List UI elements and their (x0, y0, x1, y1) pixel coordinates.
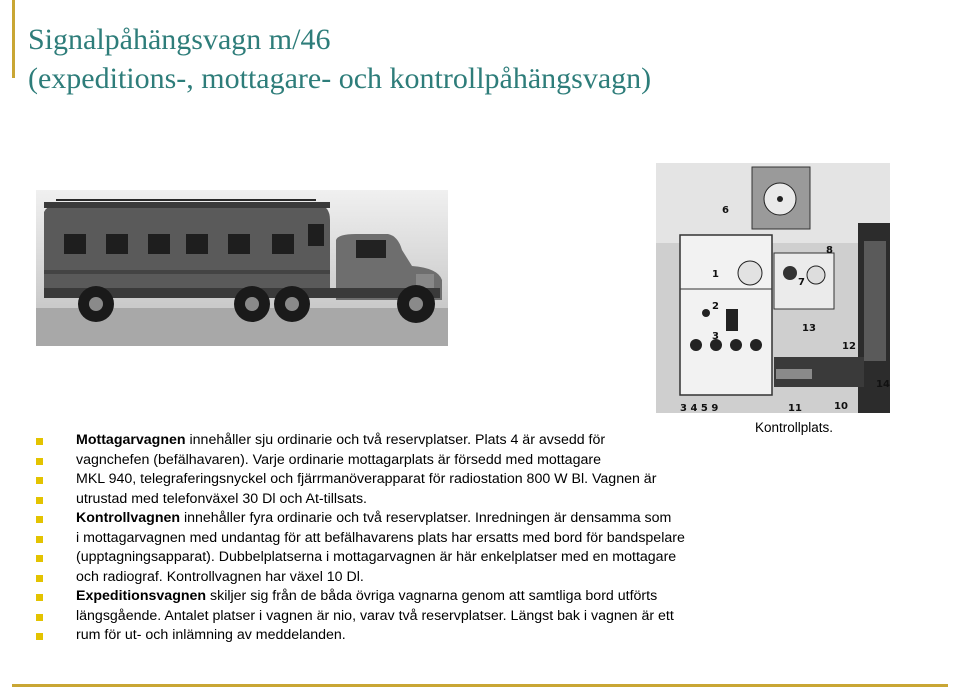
truck-photo (36, 190, 448, 346)
bullet-square-icon (36, 477, 43, 484)
line-text: och radiograf. Kontrollvagnen har växel 10 Dl. (76, 568, 364, 585)
bullet-square-icon (36, 516, 43, 523)
svg-text:11: 11 (788, 403, 802, 413)
svg-text:3 4 5 9: 3 4 5 9 (680, 403, 719, 413)
title-line-1: Signalpåhängsvagn m/46 (28, 23, 331, 56)
svg-text:8: 8 (826, 245, 833, 256)
line-text: vagnchefen (befälhavaren). Varje ordinarie mottagarplats är försedd med mottagare (76, 451, 601, 468)
bullet-square-icon (36, 555, 43, 562)
list-item (36, 451, 776, 471)
svg-text:3: 3 (712, 331, 719, 342)
bullet-square-icon (36, 594, 43, 601)
list-item (36, 568, 776, 588)
svg-text:2: 2 (712, 301, 719, 312)
list-item (36, 470, 776, 490)
svg-text:14: 14 (876, 379, 890, 390)
line-text: innehåller sju ordinarie och två reservplatser. Plats 4 är avsedd för (185, 432, 606, 448)
bullet-square-icon (36, 575, 43, 582)
bullet-square-icon (36, 614, 43, 621)
line-text: rum för ut- och inlämning av meddelanden. (76, 627, 346, 643)
svg-text:6: 6 (722, 205, 729, 216)
bullet-square-icon (36, 536, 43, 543)
list-item (36, 607, 776, 627)
line-text: innehåller fyra ordinarie och två reservplatser. Inredningen är densamma som (180, 510, 672, 526)
list-item (36, 509, 776, 529)
line-bold-term: Mottagarvagnen (76, 432, 186, 448)
bullet-square-icon (36, 458, 43, 465)
decorative-vertical-rule (12, 0, 15, 78)
line-text: utrustad med telefonväxel 30 Dl och At-tillsats. (76, 490, 367, 507)
photo-caption: Kontrollplats. (755, 420, 834, 435)
list-item (36, 587, 776, 607)
title-line-2: (expeditions-, mottagare- och kontrollpåhängsvagn) (28, 62, 652, 95)
line-text: (upptagningsapparat). Dubbelplatserna i mottagarvagnen är här enkelplatser med en mottagare (76, 549, 677, 565)
bullet-list (36, 431, 776, 646)
bullet-square-icon (36, 633, 43, 640)
line-text: längsgående. Antalet platser i vagnen är nio, varav två reservplatser. Längst bak i vagnen är ett (76, 607, 674, 624)
list-item (36, 548, 776, 568)
list-item (36, 490, 776, 510)
list-item (36, 431, 776, 451)
bullet-square-icon (36, 438, 43, 445)
svg-text:12: 12 (842, 341, 856, 352)
svg-text:13: 13 (802, 323, 816, 334)
list-item (36, 626, 776, 646)
page-title (28, 20, 928, 98)
line-bold-term: Expeditionsvagnen (76, 588, 207, 604)
svg-text:10: 10 (834, 401, 848, 412)
list-item (36, 529, 776, 549)
console-photo (656, 163, 890, 413)
svg-text:7: 7 (798, 277, 805, 288)
decorative-horizontal-rule (12, 684, 948, 687)
bullet-square-icon (36, 497, 43, 504)
svg-text:1: 1 (712, 269, 719, 280)
line-text: skiljer sig från de båda övriga vagnarna genom att samtliga bord utförts (206, 588, 658, 604)
line-text: i mottagarvagnen med undantag för att befälhavarens plats har ersatts med bord för bandspelare (76, 529, 685, 546)
line-text: MKL 940, telegraferingsnyckel och fjärrmanöverapparat för radiostation 800 W Bl. Vagnen är (76, 471, 657, 487)
line-bold-term: Kontrollvagnen (76, 510, 181, 526)
